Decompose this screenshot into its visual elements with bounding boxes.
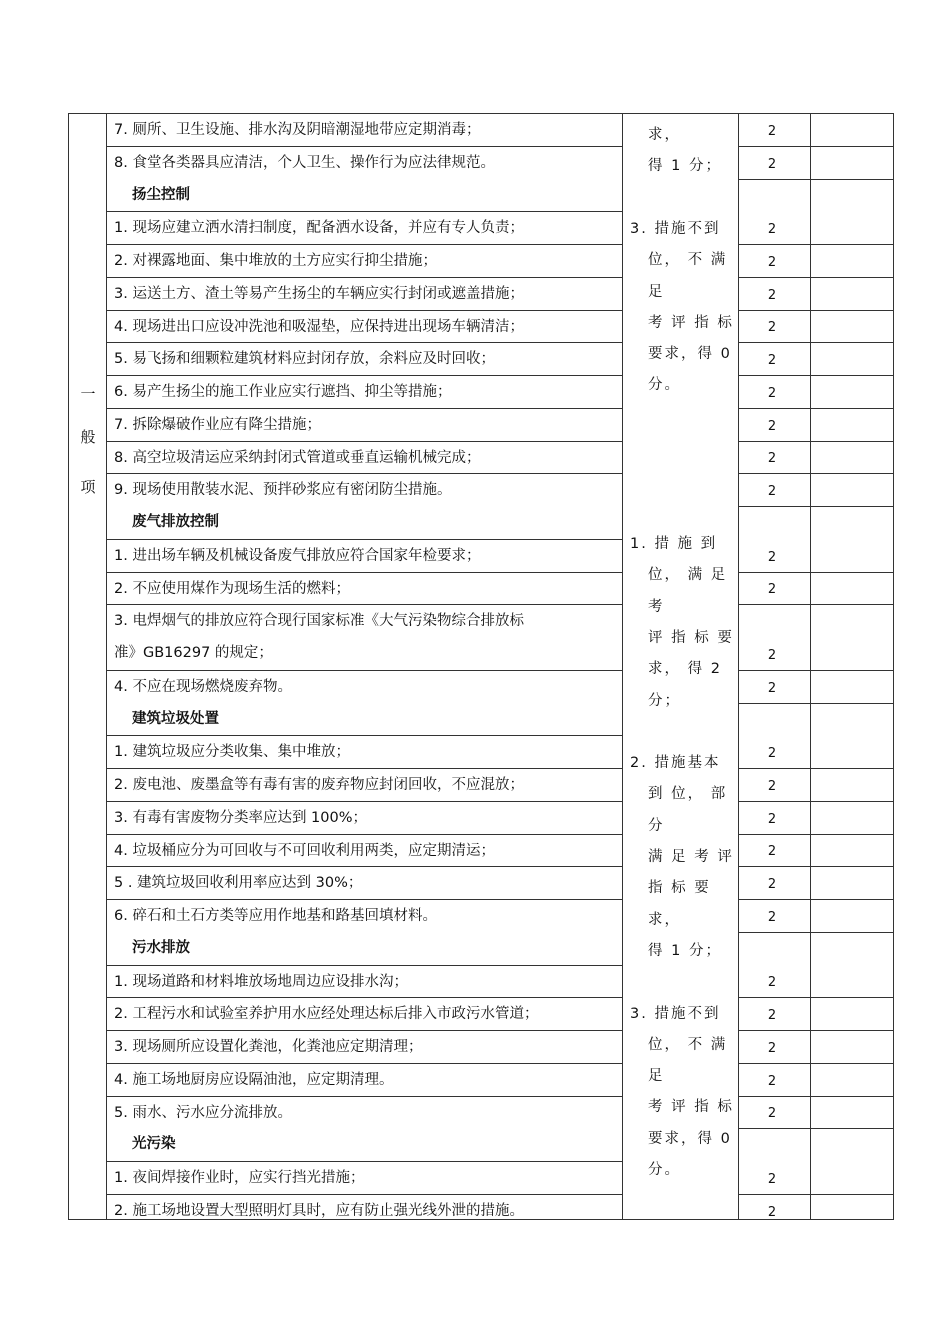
score-value: 2 — [767, 1040, 777, 1056]
criterion-text: 4. 不应在现场燃烧废弃物。 — [114, 678, 292, 695]
category-label: 项 — [80, 478, 96, 496]
section-heading: 光污染 — [132, 1136, 176, 1153]
criterion-text: 3. 电焊烟气的排放应符合现行国家标准《大气污染物综合排放标 — [114, 613, 524, 630]
evaluation-criterion: 分。 — [648, 377, 681, 394]
evaluation-criterion: 足 — [648, 1068, 665, 1085]
criterion-text: 3. 运送土方、渣土等易产生扬尘的车辆应实行封闭或遮盖措施； — [114, 285, 524, 302]
score-value: 2 — [767, 549, 777, 565]
column-divider — [738, 113, 739, 1220]
criterion-text: 2. 对裸露地面、集中堆放的土方应实行抑尘措施； — [114, 253, 437, 269]
column-divider — [810, 113, 811, 1220]
row-divider — [738, 310, 894, 311]
score-value: 2 — [767, 418, 777, 434]
criterion-text: 6. 易产生扬尘的施工作业应实行遮挡、抑尘等措施； — [114, 384, 452, 400]
evaluation-criterion: 评 指 标 要 — [648, 629, 734, 646]
row-divider — [738, 244, 894, 245]
score-value: 2 — [767, 746, 777, 761]
evaluation-criterion: 位， 满 足 — [648, 567, 728, 584]
score-value: 2 — [767, 647, 777, 663]
column-divider — [622, 113, 623, 1220]
section-heading: 扬尘控制 — [132, 186, 190, 203]
criterion-text: 9. 现场使用散装水泥、预拌砂浆应有密闭防尘措施。 — [114, 482, 452, 499]
row-divider — [106, 866, 623, 867]
criterion-text: 8. 食堂各类器具应清洁，个人卫生、操作行为应法律规范。 — [114, 154, 495, 171]
row-divider — [738, 801, 894, 802]
row-divider — [106, 899, 623, 900]
score-value: 2 — [767, 353, 777, 368]
criterion-text: 2. 工程污水和试验室养护用水应经处理达标后排入市政污水管道； — [114, 1006, 539, 1023]
row-divider — [738, 572, 894, 573]
row-divider — [738, 506, 894, 507]
row-divider — [106, 572, 623, 573]
row-divider — [738, 146, 894, 147]
criterion-text: 3. 有毒有害废物分类率应达到 100%； — [114, 809, 368, 826]
score-value: 2 — [767, 222, 777, 237]
score-value: 2 — [767, 582, 777, 598]
row-divider — [106, 834, 623, 835]
row-divider — [106, 735, 623, 736]
evaluation-criterion: 到 位， 部 — [648, 786, 728, 803]
row-divider — [106, 473, 623, 474]
criterion-text: 准》GB16297 的规定； — [114, 645, 273, 662]
evaluation-criterion: 足 — [648, 283, 665, 300]
score-value: 2 — [767, 1106, 777, 1122]
evaluation-criterion: 得 1 分； — [648, 942, 722, 959]
row-divider — [738, 670, 894, 671]
evaluation-criterion: 分； — [648, 692, 681, 709]
criterion-text: 1. 进出场车辆及机械设备废气排放应符合国家年检要求； — [114, 547, 481, 564]
row-divider — [738, 179, 894, 180]
criterion-text: 1. 夜间焊接作业时，应实行挡光措施； — [114, 1170, 365, 1186]
score-value: 2 — [767, 1073, 777, 1089]
evaluation-criterion: 求， — [648, 911, 681, 928]
row-divider — [738, 1128, 894, 1129]
row-divider — [106, 1161, 623, 1162]
row-divider — [738, 473, 894, 474]
evaluation-criterion: 满 足 考 评 — [648, 849, 734, 865]
score-value: 2 — [767, 1171, 777, 1187]
criterion-text: 5 . 建筑垃圾回收利用率应达到 30%； — [114, 875, 363, 892]
row-divider — [738, 375, 894, 376]
score-value: 2 — [767, 975, 777, 991]
section-heading: 污水排放 — [132, 939, 190, 956]
score-value: 2 — [767, 844, 777, 860]
row-divider — [738, 342, 894, 343]
evaluation-criterion: 3. 措施不到 — [630, 1005, 721, 1022]
criterion-text: 2. 施工场地设置大型照明灯具时，应有防止强光线外泄的措施。 — [114, 1202, 524, 1219]
score-value: 2 — [767, 385, 777, 401]
row-divider — [106, 539, 623, 540]
row-divider — [106, 342, 623, 343]
row-divider — [738, 277, 894, 278]
evaluation-criterion: 要求，得 0 — [648, 1130, 732, 1147]
score-value: 2 — [767, 287, 777, 303]
evaluation-criterion: 位， 不 满 — [648, 252, 728, 269]
score-value: 2 — [767, 909, 777, 925]
row-divider — [106, 244, 623, 245]
criterion-text: 1. 建筑垃圾应分类收集、集中堆放； — [114, 744, 350, 761]
criterion-text: 1. 现场道路和材料堆放场地周边应设排水沟； — [114, 973, 408, 990]
row-divider — [738, 899, 894, 900]
evaluation-criterion: 分 — [648, 817, 665, 834]
evaluation-criterion: 要求，得 0 — [648, 346, 732, 363]
row-divider — [738, 866, 894, 867]
row-divider — [106, 441, 623, 442]
row-divider — [106, 277, 623, 278]
row-divider — [738, 1194, 894, 1195]
row-divider — [738, 768, 894, 769]
row-divider — [106, 604, 623, 605]
score-value: 2 — [767, 123, 777, 139]
row-divider — [106, 965, 623, 966]
score-value: 2 — [767, 451, 777, 467]
evaluation-criterion: 得 1 分； — [648, 158, 722, 175]
column-divider — [68, 113, 69, 1220]
row-divider — [738, 932, 894, 933]
criterion-text: 8. 高空垃圾清运应采纳封闭式管道或垂直运输机械完成； — [114, 449, 481, 466]
row-divider — [106, 408, 623, 409]
criterion-text: 5. 雨水、污水应分流排放。 — [114, 1104, 292, 1121]
score-value: 2 — [767, 254, 777, 270]
score-value: 2 — [767, 484, 777, 499]
category-label: 般 — [80, 428, 96, 446]
row-divider — [106, 1063, 623, 1064]
category-label: 一 — [80, 385, 96, 403]
criterion-text: 4. 垃圾桶应分为可回收与不可回收利用两类，应定期清运； — [114, 842, 495, 859]
row-divider — [738, 997, 894, 998]
evaluation-criterion: 指 标 要 — [648, 880, 711, 897]
evaluation-criterion: 考 — [648, 598, 665, 615]
row-divider — [738, 1030, 894, 1031]
row-divider — [106, 310, 623, 311]
criterion-text: 6. 碎石和土石方类等应用作地基和路基回填材料。 — [114, 908, 437, 924]
row-divider — [738, 834, 894, 835]
column-divider — [893, 113, 894, 1220]
row-divider — [106, 1030, 623, 1031]
row-divider — [106, 670, 623, 671]
evaluation-criterion: 2. 措施基本 — [630, 755, 721, 772]
evaluation-criterion: 考 评 指 标 — [648, 1099, 734, 1116]
criterion-text: 2. 废电池、废墨盒等有毒有害的废弃物应封闭回收，不应混放； — [114, 777, 524, 793]
row-divider — [738, 703, 894, 704]
row-divider — [738, 1063, 894, 1064]
row-divider — [738, 604, 894, 605]
evaluation-criterion: 3. 措施不到 — [630, 220, 721, 237]
criterion-text: 1. 现场应建立洒水清扫制度，配备洒水设备，并应有专人负责； — [114, 220, 524, 237]
score-value: 2 — [767, 1008, 777, 1023]
row-divider — [738, 408, 894, 409]
score-value: 2 — [767, 320, 777, 336]
row-divider — [106, 801, 623, 802]
criterion-text: 5. 易飞扬和细颗粒建筑材料应封闭存放，余料应及时回收； — [114, 351, 495, 368]
score-value: 2 — [767, 778, 777, 794]
row-divider — [106, 375, 623, 376]
evaluation-criterion: 1. 措 施 到 — [630, 536, 718, 552]
score-value: 2 — [767, 156, 777, 172]
score-value: 2 — [767, 811, 777, 827]
row-divider — [106, 997, 623, 998]
row-divider — [106, 1194, 623, 1195]
criterion-text: 4. 施工场地厨房应设隔油池，应定期清理。 — [114, 1071, 394, 1088]
score-value: 2 — [767, 680, 777, 696]
section-heading: 废气排放控制 — [132, 514, 219, 530]
evaluation-criterion: 求， 得 2 — [648, 661, 722, 678]
evaluation-criterion: 考 评 指 标 — [648, 314, 734, 331]
row-divider — [106, 1096, 623, 1097]
row-divider — [106, 768, 623, 769]
criterion-text: 3. 现场厕所应设置化粪池，化粪池应定期清理； — [114, 1039, 423, 1055]
row-divider — [106, 146, 623, 147]
row-divider — [738, 441, 894, 442]
score-value: 2 — [767, 1204, 777, 1220]
row-divider — [738, 1096, 894, 1097]
column-divider — [106, 113, 107, 1220]
row-divider — [106, 211, 623, 212]
criterion-text: 4. 现场进出口应设冲洗池和吸湿垫，应保持进出现场车辆清洁； — [114, 318, 524, 335]
score-value: 2 — [767, 877, 777, 892]
evaluation-criterion: 求， — [648, 127, 681, 143]
criterion-text: 7. 拆除爆破作业应有降尘措施； — [114, 416, 321, 433]
criterion-text: 2. 不应使用煤作为现场生活的燃料； — [114, 580, 350, 597]
evaluation-criterion: 位， 不 满 — [648, 1036, 728, 1053]
criterion-text: 7. 厕所、卫生设施、排水沟及阴暗潮湿地带应定期消毒； — [114, 122, 481, 138]
row-divider — [68, 113, 894, 114]
section-heading: 建筑垃圾处置 — [132, 710, 219, 727]
evaluation-criterion: 分。 — [648, 1162, 681, 1178]
